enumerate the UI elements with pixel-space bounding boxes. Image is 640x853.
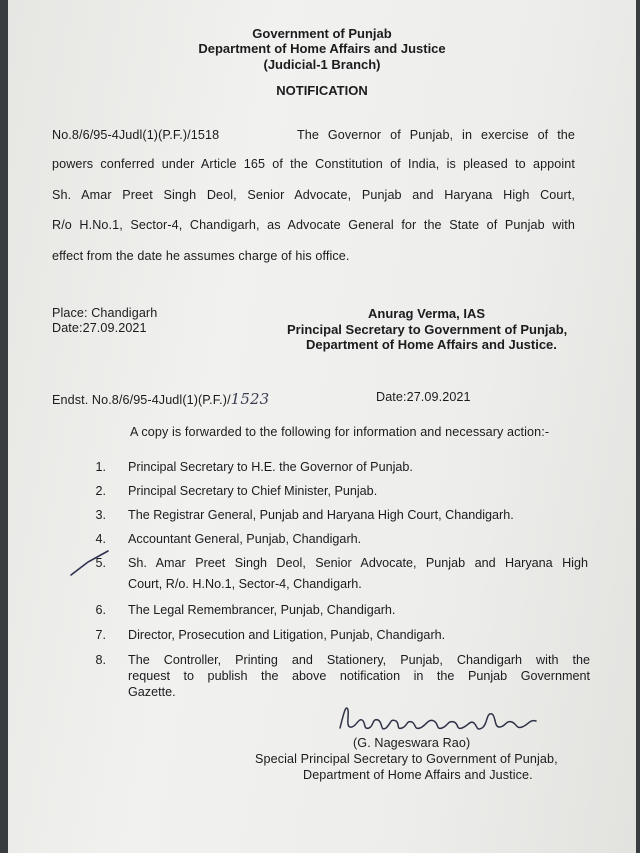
recipient-item: The Controller, Printing and Stationery, Punjab, Chandigarh with the bbox=[128, 653, 590, 667]
recipient-item-continued: Court, R/o. H.No.1, Sector-4, Chandigarh. bbox=[128, 577, 362, 591]
endorsement-number bbox=[52, 390, 269, 408]
endorsement-prefix: Endst. No.8/6/95-4Judl(1)(P.F.)/ bbox=[52, 393, 231, 407]
recipient-number: 3. bbox=[95, 508, 106, 522]
header-government: Government of Punjab bbox=[252, 26, 392, 41]
notification-line-3: Sh. Amar Preet Singh Deol, Senior Advocate, Punjab and Haryana High Court, bbox=[52, 188, 575, 202]
notification-line-2: powers conferred under Article 165 of the Constitution of India, is pleased to appoint bbox=[52, 157, 575, 171]
notification-line-4: R/o H.No.1, Sector-4, Chandigarh, as Advocate General for the State of Punjab with bbox=[52, 218, 575, 232]
date: Date:27.09.2021 bbox=[52, 321, 147, 335]
recipient-item: Accountant General, Punjab, Chandigarh. bbox=[128, 532, 362, 546]
notification-line-1: The Governor of Punjab, in exercise of the bbox=[297, 128, 575, 142]
recipient-item: Sh. Amar Preet Singh Deol, Senior Advocate, Punjab and Haryana High bbox=[128, 556, 588, 570]
signatory1-name: Anurag Verma, IAS bbox=[368, 306, 486, 321]
recipient-number: 4. bbox=[95, 532, 106, 546]
notification-title: NOTIFICATION bbox=[276, 83, 368, 98]
handwritten-signature bbox=[336, 700, 556, 740]
signatory2-title: Special Principal Secretary to Government of Punjab, bbox=[255, 752, 558, 766]
endorsement-intro: A copy is forwarded to the following for information and necessary action:- bbox=[130, 425, 550, 439]
endorsement-handwritten-number: 1523 bbox=[230, 390, 270, 408]
recipient-item-continued: Gazette. bbox=[128, 685, 176, 699]
document-page bbox=[8, 0, 636, 853]
signatory2-name: (G. Nageswara Rao) bbox=[353, 736, 471, 750]
recipient-number: 6. bbox=[95, 603, 106, 617]
recipient-number: 5. bbox=[95, 556, 106, 570]
signatory2-dept: Department of Home Affairs and Justice. bbox=[303, 768, 533, 782]
recipient-number: 7. bbox=[95, 628, 106, 642]
recipient-item: Principal Secretary to H.E. the Governor of Punjab. bbox=[128, 460, 413, 474]
recipient-item-continued: request to publish the above notification in the Punjab Government bbox=[128, 669, 590, 683]
endorsement-date: Date:27.09.2021 bbox=[376, 390, 471, 404]
header-branch: (Judicial-1 Branch) bbox=[263, 57, 381, 72]
recipient-number: 1. bbox=[95, 460, 106, 474]
recipient-number: 2. bbox=[95, 484, 106, 498]
signatory1-dept: Department of Home Affairs and Justice. bbox=[306, 337, 557, 352]
recipient-item: Principal Secretary to Chief Minister, Punjab. bbox=[128, 484, 378, 498]
recipient-item: The Legal Remembrancer, Punjab, Chandigarh. bbox=[128, 603, 396, 617]
recipient-item: Director, Prosecution and Litigation, Punjab, Chandigarh. bbox=[128, 628, 446, 642]
tick-mark-icon bbox=[68, 548, 114, 578]
signatory1-title: Principal Secretary to Government of Punjab, bbox=[287, 322, 568, 337]
place: Place: Chandigarh bbox=[52, 306, 158, 320]
recipient-number: 8. bbox=[95, 653, 106, 667]
notification-line-5: effect from the date he assumes charge of his office. bbox=[52, 249, 350, 263]
header-department: Department of Home Affairs and Justice bbox=[198, 41, 446, 56]
recipient-item: The Registrar General, Punjab and Haryana High Court, Chandigarh. bbox=[128, 508, 514, 522]
notification-ref-no: No.8/6/95-4Judl(1)(P.F.)/1518 bbox=[52, 128, 220, 142]
